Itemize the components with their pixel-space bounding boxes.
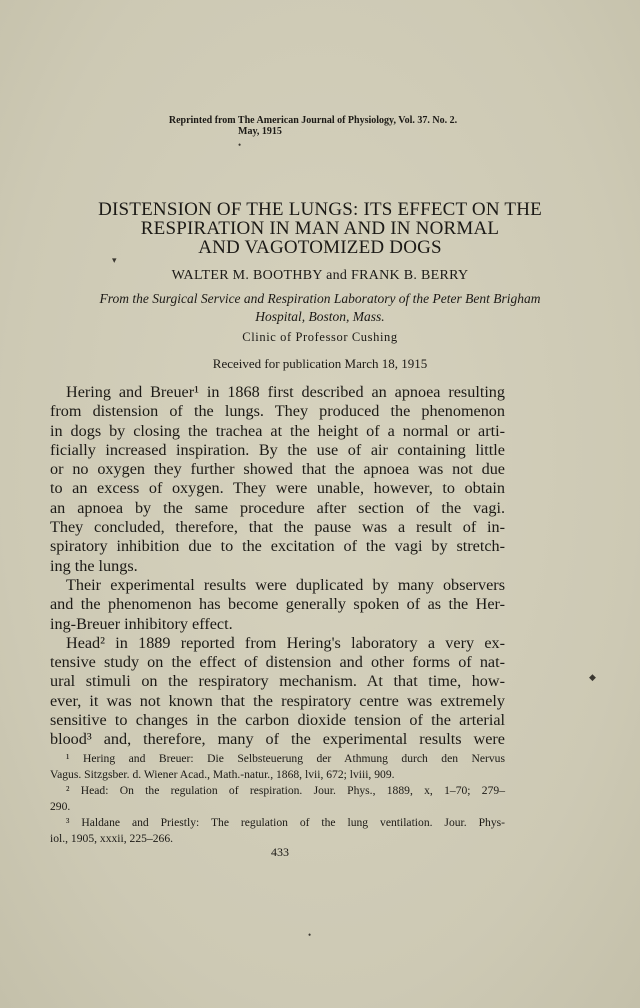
body-line: Head² in 1889 reported from Hering's laboratory a very ex-	[66, 633, 505, 652]
footnotes	[50, 751, 505, 847]
title-line: AND VAGOTOMIZED DOGS	[198, 237, 442, 258]
body-line: ing the lungs.	[50, 556, 138, 575]
print-speck: ◆	[589, 672, 596, 682]
footnote-line: ¹ Hering and Breuer: Die Selbsteuerung der Athmung durch den Nervus	[66, 752, 505, 765]
affiliation-line: Hospital, Boston, Mass.	[255, 309, 385, 324]
body-line: spiratory inhibition due to the excitation of the vagi by stretch-	[50, 537, 505, 556]
body-line: Hering and Breuer¹ in 1868 first described an apnoea resulting	[66, 383, 505, 401]
print-speck: •	[238, 140, 242, 150]
print-speck: •	[308, 930, 312, 940]
body-text	[50, 383, 505, 750]
reprint-date: May, 1915	[238, 126, 282, 137]
body-line: ficially increased inspiration. By the use of air containing little	[50, 440, 505, 459]
footnote-line: Vagus. Sitzgsber. d. Wiener Acad., Math.-natur., 1868, lvii, 672; lviii, 909.	[50, 768, 395, 781]
authors: WALTER M. BOOTHBY and FRANK B. BERRY	[171, 268, 469, 283]
reprint-notice	[0, 115, 640, 137]
body-line: sensitive to changes in the carbon dioxide tension of the arterial	[50, 711, 505, 730]
body-line: in dogs by closing the trachea at the height of a normal or arti-	[50, 421, 505, 440]
body-line: ever, it was not known that the respiratory centre was extremely	[50, 691, 505, 710]
body-line: ing-Breuer inhibitory effect.	[50, 614, 233, 633]
body-line: Their experimental results were duplicated by many observers	[66, 575, 505, 594]
affiliation	[40, 290, 600, 326]
footnote-line: ³ Haldane and Priestly: The regulation of the lung ventilation. Jour. Phys-	[66, 816, 505, 829]
body-line: ural stimuli on the respiratory mechanism. At that time, how-	[50, 672, 505, 691]
body-line: or no oxygen they further showed that the apnoea was not due	[50, 460, 505, 479]
footnote-line: iol., 1905, xxxii, 225–266.	[50, 832, 174, 845]
body-line: an apnoea by the same procedure after section of the vagi.	[50, 498, 505, 517]
body-line: to an excess of oxygen. They were unable, however, to obtain	[50, 479, 505, 498]
body-line: blood³ and, therefore, many of the experimental results were	[50, 730, 505, 749]
page-number: 433	[271, 845, 289, 859]
body-line: from distension of the lungs. They produced the phenomenon	[50, 402, 505, 421]
title-line: RESPIRATION IN MAN AND IN NORMAL	[140, 218, 500, 239]
print-speck: ▾	[112, 255, 117, 265]
footnote-line: ² Head: On the regulation of respiration. Jour. Phys., 1889, x, 1–70; 279–	[66, 784, 505, 797]
affiliation-line: From the Surgical Service and Respiration Laboratory of the Peter Bent Brigham	[99, 291, 541, 306]
body-line: tensive study on the effect of distension and other forms of nat-	[50, 653, 505, 672]
body-line: and the phenomenon has become generally spoken of as the Her-	[50, 595, 505, 614]
article-title	[40, 200, 600, 257]
received-date: Received for publication March 18, 1915	[212, 356, 428, 371]
footnote-line: 290.	[50, 800, 71, 813]
title-line: DISTENSION OF THE LUNGS: ITS EFFECT ON THE	[98, 199, 542, 220]
body-line: They concluded, therefore, that the pause was a result of in-	[50, 518, 505, 537]
reprint-source: Reprinted from The American Journal of Physiology, Vol. 37. No. 2.	[168, 115, 458, 126]
clinic-line: Clinic of Professor Cushing	[242, 330, 398, 344]
